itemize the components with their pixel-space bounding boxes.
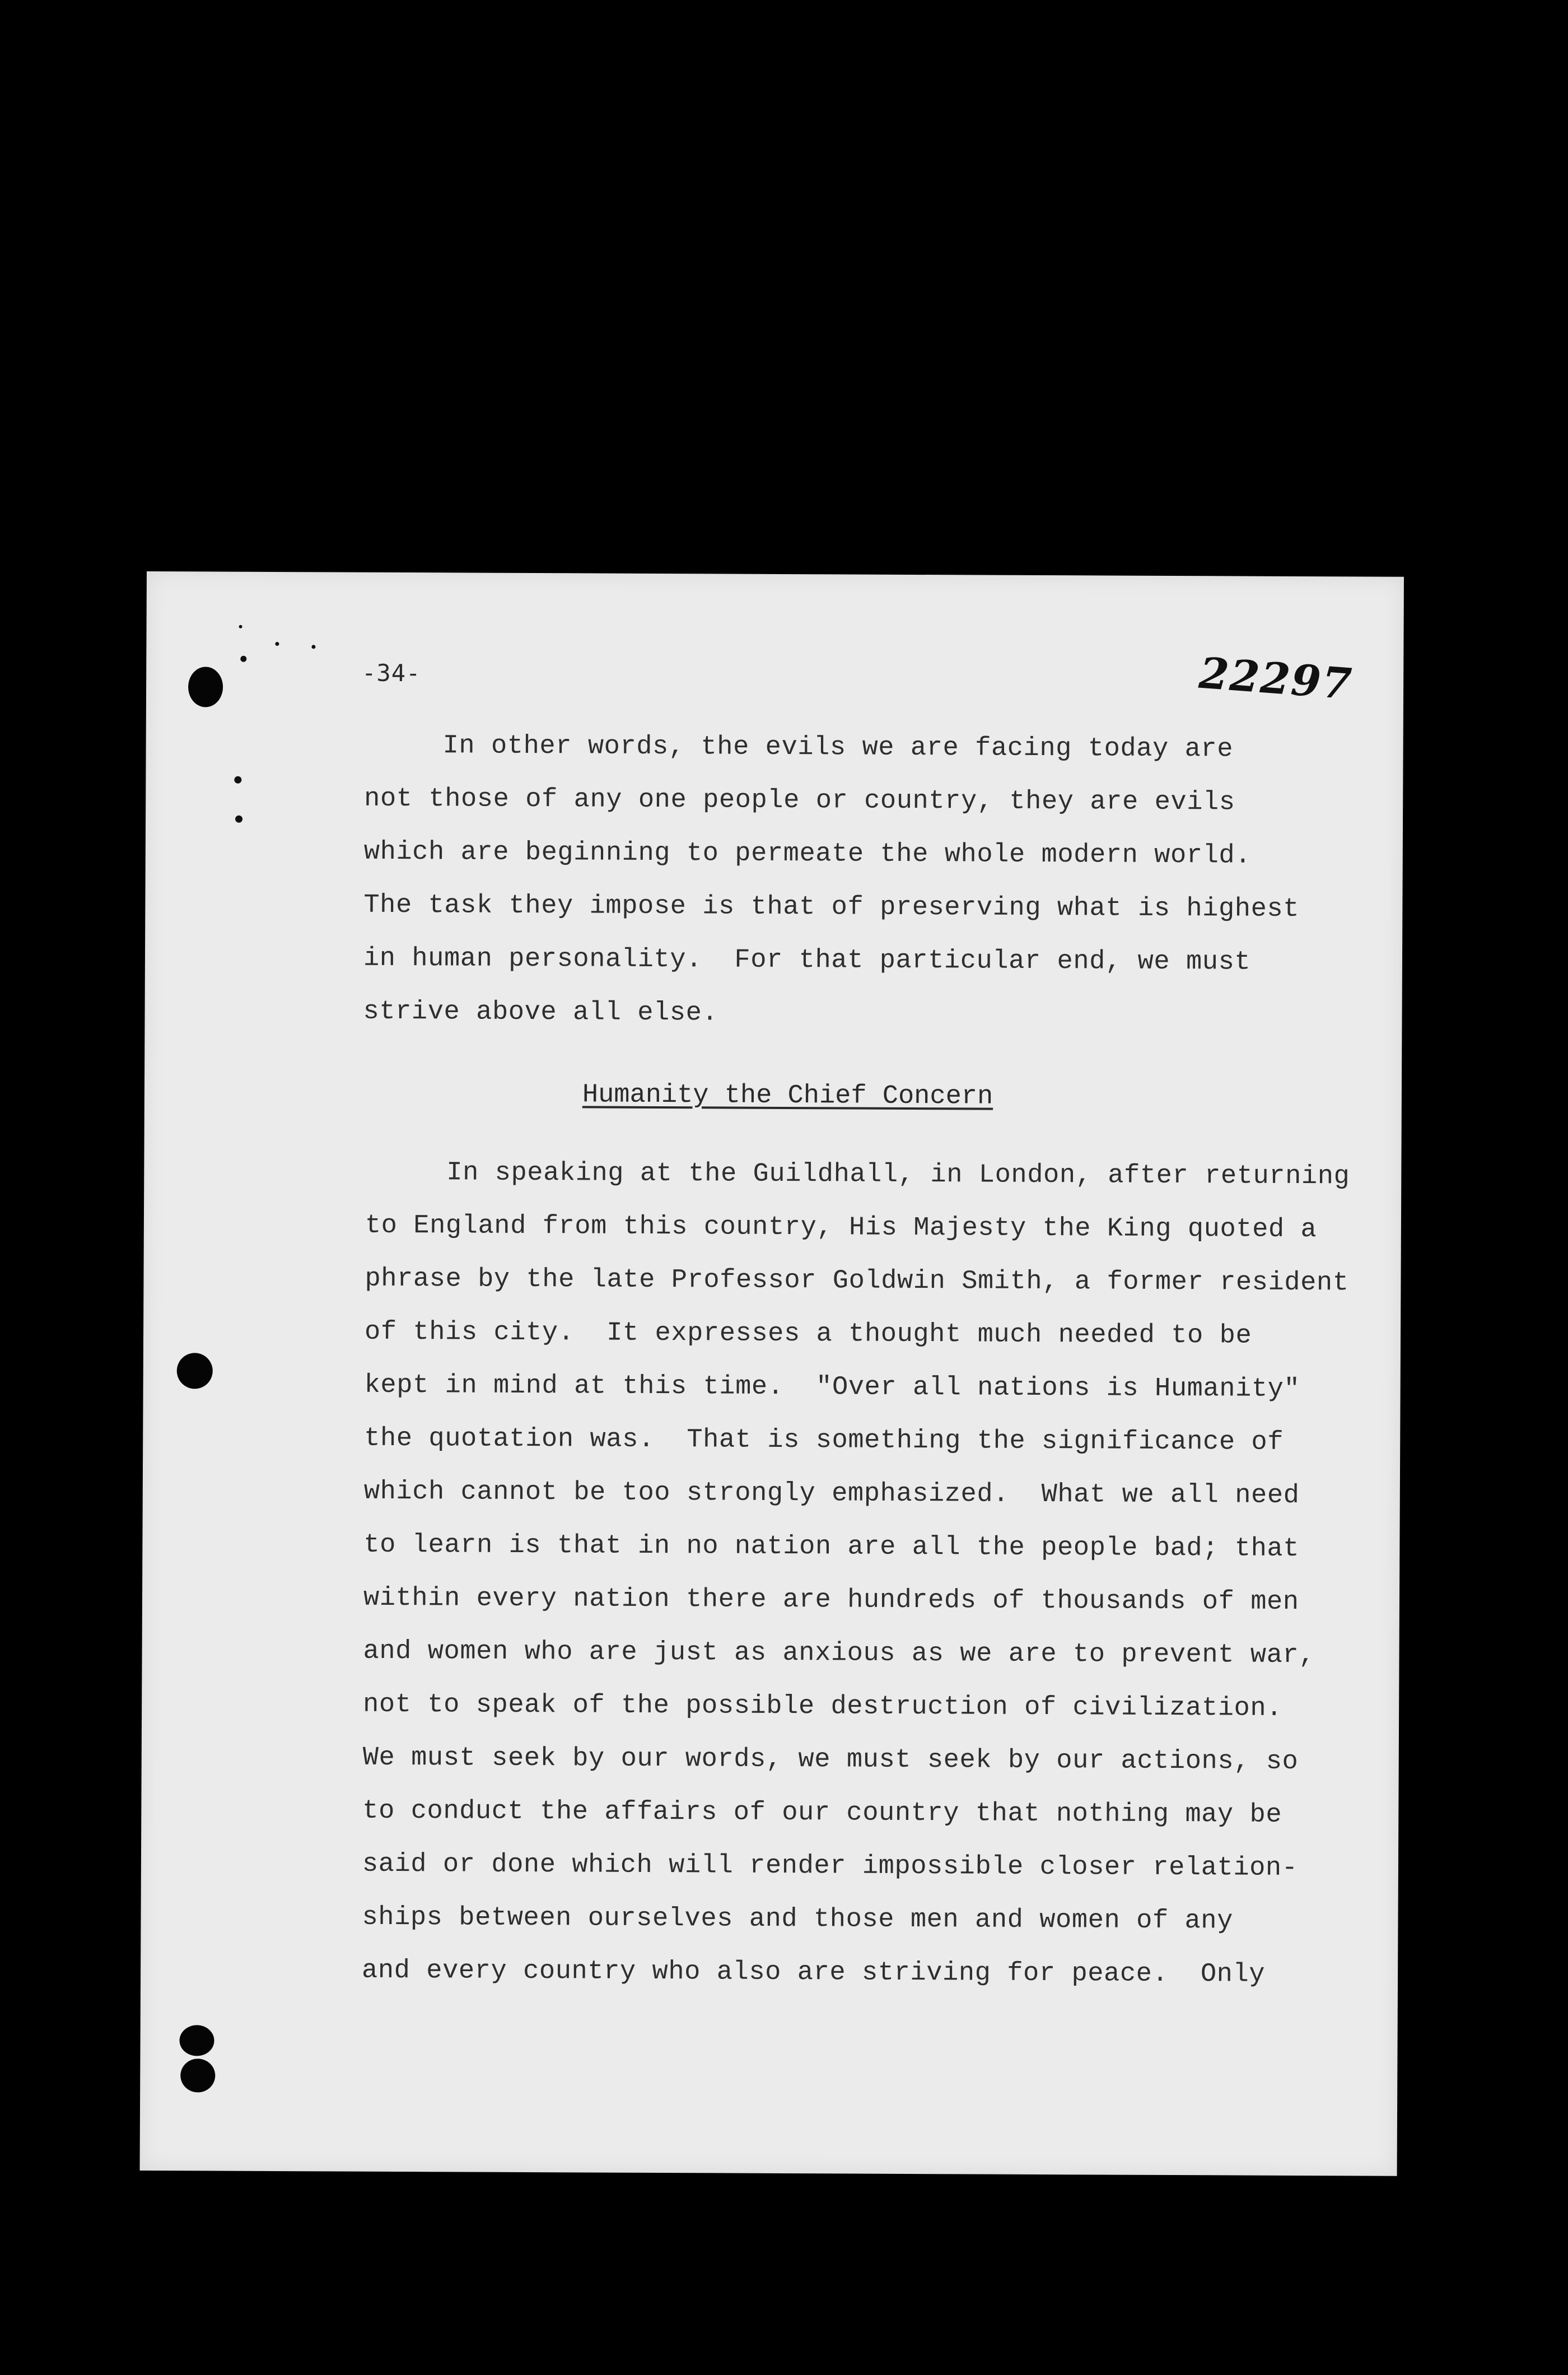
text-line: The task they impose is that of preserving what is highest: [363, 890, 1300, 924]
punch-hole-bottom-lower: [180, 2059, 215, 2092]
margin-dot: [234, 776, 241, 784]
margin-dot: [311, 645, 315, 649]
text-line: the quotation was. That is something the significance of: [364, 1423, 1284, 1457]
text-line: phrase by the late Professor Goldwin Smith, a former resident: [365, 1264, 1349, 1298]
margin-dot: [275, 642, 279, 646]
text-line: We must seek by our words, we must seek by our actions, so: [362, 1743, 1299, 1777]
text-line: not those of any one people or country, they are evils: [364, 784, 1235, 818]
document-page: [140, 571, 1404, 2176]
text-line: in human personality. For that particular end, we must: [363, 943, 1251, 977]
text-line: to England from this country, His Majesty the King quoted a: [365, 1210, 1317, 1245]
text-line: not to speak of the possible destruction of civilization.: [363, 1689, 1283, 1724]
text-line: said or done which will render impossible closer relation-: [362, 1849, 1298, 1883]
text-line: to conduct the affairs of our country that nothing may be: [362, 1796, 1282, 1830]
text-line: ships between ourselves and those men and women of any: [362, 1902, 1234, 1936]
text-line: In other words, the evils we are facing today are: [442, 731, 1234, 765]
punch-hole-bottom: [179, 2025, 214, 2056]
section-heading: Humanity the Chief Concern: [582, 1080, 993, 1112]
document-number: 22297: [1197, 648, 1355, 709]
margin-dot: [239, 625, 242, 628]
text-line: and women who are just as anxious as we are to prevent war,: [363, 1636, 1315, 1671]
text-line: of this city. It expresses a thought much needed to be: [364, 1317, 1252, 1351]
text-line: which cannot be too strongly emphasized. What we all need: [363, 1477, 1300, 1511]
text-line: strive above all else.: [363, 996, 718, 1028]
text-line: within every nation there are hundreds of thousands of men: [363, 1583, 1299, 1617]
text-line: to learn is that in no nation are all the people bad; that: [363, 1530, 1300, 1564]
text-line: In speaking at the Guildhall, in London, after returning: [446, 1158, 1350, 1192]
margin-dot: [235, 816, 242, 823]
punch-hole-top: [188, 667, 223, 707]
text-line: which are beginning to permeate the whole modern world.: [363, 837, 1252, 871]
punch-hole-middle: [177, 1353, 213, 1389]
margin-dot: [240, 656, 246, 662]
text-line: and every country who also are striving for peace. Only: [361, 1955, 1266, 1990]
text-line: kept in mind at this time. "Over all nations is Humanity": [364, 1370, 1300, 1404]
page-number: -34-: [362, 659, 421, 687]
